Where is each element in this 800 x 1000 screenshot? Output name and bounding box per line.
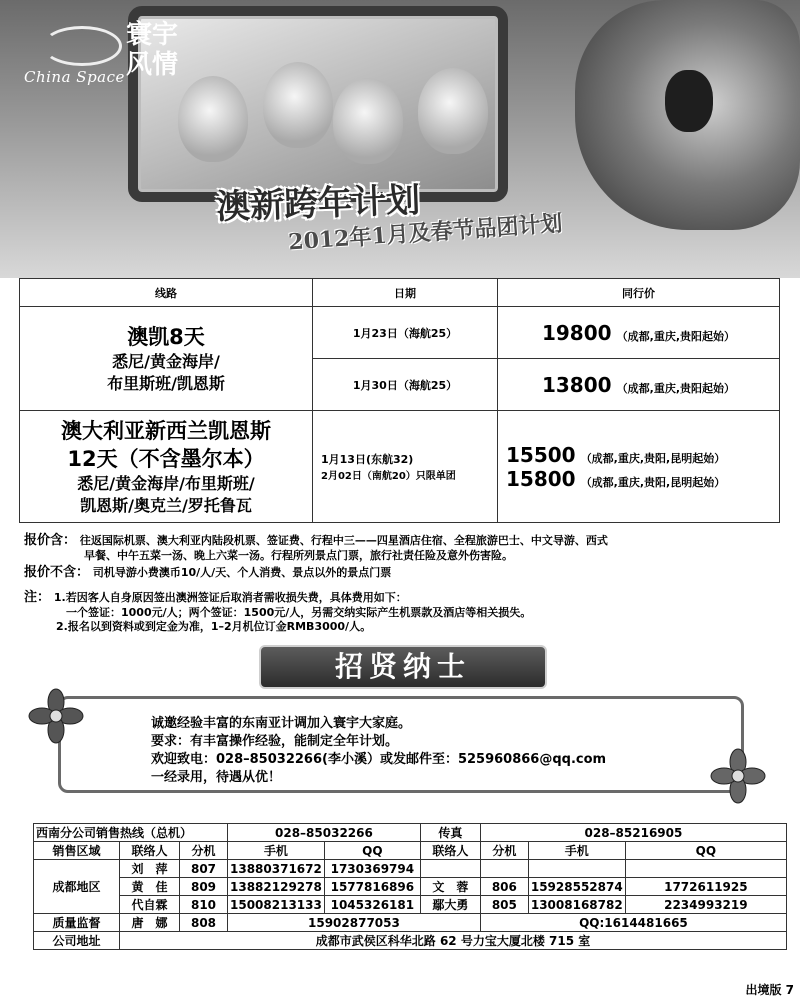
table-row: [20, 411, 780, 523]
flower-icon: [28, 688, 84, 744]
hotline-number: 028–85032266: [228, 824, 421, 842]
contact-qq: 1577816896: [324, 878, 420, 896]
hotline-label: 西南分公司销售热线（总机）: [34, 824, 228, 842]
contact-mobile: 15008213133: [228, 896, 325, 914]
contact-qq: [625, 860, 786, 878]
contact-table: [33, 823, 787, 950]
includes-label: 报价含：: [24, 533, 77, 548]
fax-label: 传真: [420, 824, 480, 842]
price-note: （成都,重庆,贵阳起始）: [616, 329, 736, 343]
route-name: 澳凯8天: [127, 324, 205, 349]
notes: [24, 591, 407, 605]
col-person: 联络人: [120, 842, 180, 860]
table-row: [34, 896, 787, 914]
contact-ext: 805: [480, 896, 528, 914]
contact-mobile: 15928552874: [528, 878, 625, 896]
contact-ext: 808: [180, 914, 228, 932]
page-number: 出境版 7: [745, 983, 794, 997]
date-cell: 1月30日（海航25）: [313, 359, 498, 411]
price-includes: [24, 534, 608, 548]
note-1: 1.若因客人自身原因签出澳洲签证后取消者需收损失费，具体费用如下：: [53, 591, 407, 604]
contact-mobile: 15902877053: [228, 914, 481, 932]
hero-banner: [0, 0, 800, 278]
route-cell: [20, 411, 313, 523]
flower-icon: [710, 748, 766, 804]
excludes-text: 司机导游小费澳币10/人/天、个人消费、景点以外的景点门票: [92, 566, 392, 579]
price-excludes: [24, 566, 391, 580]
recruit-banner: 招贤纳士: [259, 645, 547, 689]
route-name: 澳大利亚新西兰凯恩斯: [61, 418, 271, 443]
contact-ext: 806: [480, 878, 528, 896]
qc-label: 质量监督: [34, 914, 120, 932]
table-row: [34, 860, 787, 878]
col-ext: 分机: [480, 842, 528, 860]
price-line: [506, 467, 779, 491]
price-note: （成都,重庆,贵阳起始）: [616, 381, 736, 395]
price-table-header: [20, 279, 780, 307]
date-cell: [313, 411, 498, 523]
contact-person: 刘 萍: [120, 860, 180, 878]
tourist-photo: [418, 68, 488, 154]
price-cell: [498, 411, 780, 523]
route-detail: 悉尼/黄金海岸/: [112, 351, 220, 371]
excludes-label: 报价不含：: [24, 565, 90, 580]
address-label: 公司地址: [34, 932, 120, 950]
brand-english: China Space: [24, 68, 125, 86]
col-qq: QQ: [625, 842, 786, 860]
tourist-photo: [263, 62, 333, 148]
notes-label: 注：: [24, 590, 51, 605]
col-person: 联络人: [420, 842, 480, 860]
price-line: [506, 443, 779, 467]
fax-number: 028–85216905: [480, 824, 786, 842]
route-detail: 凯恩斯/奥克兰/罗托鲁瓦: [80, 495, 252, 515]
route-detail: 布里斯班/凯恩斯: [107, 373, 225, 393]
note-2: 2.报名以到资料或到定金为准，1–2月机位订金RMB3000/人。: [56, 620, 372, 633]
header-price: 同行价: [498, 279, 780, 307]
table-row: [34, 824, 787, 842]
address-value: 成都市武侯区科华北路 62 号力宝大厦北楼 715 室: [120, 932, 787, 950]
recruit-line: 诚邀经验丰富的东南亚计调加入寰宇大家庭。: [151, 716, 412, 731]
price-value: 15500: [506, 442, 576, 467]
date-cell: 1月23日（海航25）: [313, 307, 498, 359]
col-ext: 分机: [180, 842, 228, 860]
contact-person: 唐 娜: [120, 914, 180, 932]
contact-qq: 1772611925: [625, 878, 786, 896]
price-note: （成都,重庆,贵阳,昆明起始）: [580, 475, 726, 489]
contact-ext: [480, 860, 528, 878]
route-detail: 悉尼/黄金海岸/布里斯班/: [77, 473, 255, 493]
price-includes-cont: 早餐、中午五菜一汤、晚上六菜一汤。行程所列景点门票，旅行社责任险及意外伤害险。: [84, 549, 513, 562]
logo-mark-icon: [42, 26, 122, 66]
contact-mobile: 13880371672: [228, 860, 325, 878]
contact-person: 黄 佳: [120, 878, 180, 896]
note-1-detail: 一个签证：1000元/人；两个签证：1500元/人，另需交纳实际产生机票款及酒店等相关损失。: [66, 606, 532, 619]
col-region: 销售区域: [34, 842, 120, 860]
contact-mobile: 13882129278: [228, 878, 325, 896]
col-qq: QQ: [324, 842, 420, 860]
table-row: [34, 842, 787, 860]
header-route: 线路: [20, 279, 313, 307]
contact-qq: 2234993219: [625, 896, 786, 914]
col-mobile: 手机: [528, 842, 625, 860]
header-date: 日期: [313, 279, 498, 307]
recruit-line: 要求：有丰富操作经验，能制定全年计划。: [151, 734, 399, 749]
table-row: [34, 932, 787, 950]
contact-qq: QQ:1614481665: [480, 914, 786, 932]
contact-qq: 1045326181: [324, 896, 420, 914]
hero-title: 澳新跨年计划: [215, 180, 421, 228]
tourist-photo: [333, 78, 403, 164]
contact-ext: 809: [180, 878, 228, 896]
tourist-photo: [178, 76, 248, 162]
contact-mobile: 13008168782: [528, 896, 625, 914]
date-line: 1月13日(东航32): [321, 453, 414, 466]
route-name: 12天（不含墨尔本）: [67, 446, 265, 471]
contact-ext: 810: [180, 896, 228, 914]
price-cell: [498, 307, 780, 359]
brand-chinese: 寰宇风情: [126, 20, 179, 80]
contact-mobile: [528, 860, 625, 878]
route-cell: [20, 307, 313, 411]
company-logo: [22, 18, 192, 88]
hero-subtitle: 2012年1月及春节品团计划: [287, 210, 564, 256]
includes-text: 往返国际机票、澳大利亚内陆段机票、签证费、行程中三——四星酒店住宿、全程旅游巴士、中文导游、西式: [79, 534, 608, 547]
region-cell: 成都地区: [34, 860, 120, 914]
contact-ext: 807: [180, 860, 228, 878]
recruit-line: 一经录用，待遇从优！: [151, 770, 282, 785]
table-row: [34, 878, 787, 896]
price-value: 13800: [541, 372, 612, 397]
contact-person: 代自霖: [120, 896, 180, 914]
table-row: [34, 914, 787, 932]
price-table: [19, 278, 780, 523]
contact-person: 鄢大勇: [420, 896, 480, 914]
price-cell: [498, 359, 780, 411]
contact-qq: 1730369794: [324, 860, 420, 878]
col-mobile: 手机: [228, 842, 325, 860]
contact-person: [420, 860, 480, 878]
koala-nose: [665, 70, 713, 132]
date-line: 2月02日（南航20）只限单团: [321, 471, 456, 482]
price-value: 15800: [506, 466, 576, 491]
price-note: （成都,重庆,贵阳,昆明起始）: [580, 451, 726, 465]
table-row: [20, 307, 780, 359]
recruit-box: [58, 696, 744, 793]
recruit-line: 欢迎致电：028–85032266(李小溪）或发邮件至：525960866@qq.com: [151, 752, 607, 767]
contact-person: 文 蓉: [420, 878, 480, 896]
price-value: 19800: [541, 320, 612, 345]
